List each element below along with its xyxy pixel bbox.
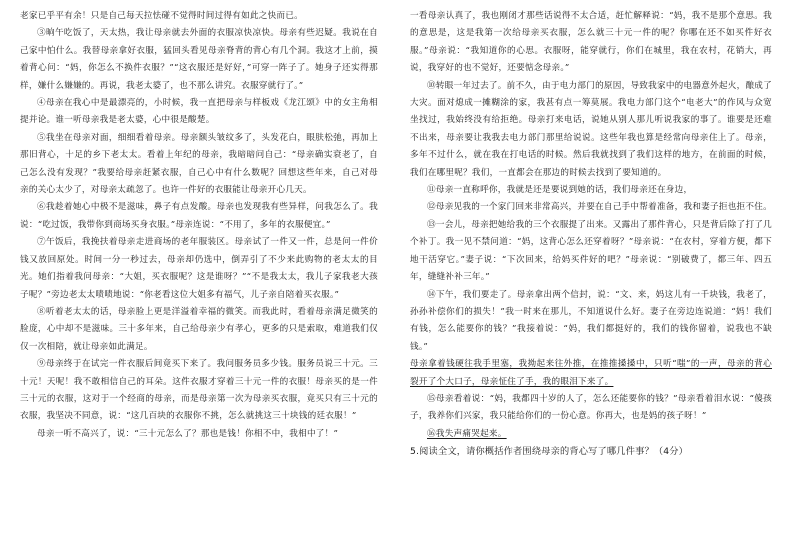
right-column <box>410 8 772 460</box>
left-column <box>20 8 378 443</box>
paragraph: ③晌午吃饭了，天太热，我让母亲就去外面的衣服凉快凉快。母亲有些迟疑。我说在自己家中怕什么。我替母亲拿好衣服，猛回头看见母亲脊背的背心有几个洞。我这才上前，摸着背心问：“妈，你怎么不换件衣服？”“这衣服还是好好，”可穿一阵子了。她身子还实得那样，嫌什么嫌嫌的。再说，我老太婆了，也不那么讲究。衣服穿就行了。” <box>20 28 378 91</box>
paragraph: ⑫母亲见我的一个家门回来非常高兴，并要在自己手中帮着准备，我和妻子拒也拒不住。 <box>427 202 772 213</box>
paragraph: ⑤我坐在母亲对面，细细看着母亲。母亲额头皱纹多了，头发花白，眼肤松弛，再加上那旧背心，十足的乡下老太太。看着上年纪的母亲，我暗暗问自己：“母亲确实衰老了，自己怎么没有发现？”我要给母亲赶紧衣服，自己心中有什么数呢？回想这些年来，自己对母亲的关心太少了，对母亲太疏忽了。也许一件好的衣服能让母亲开心几天。 <box>20 132 378 196</box>
paragraph: ⑥我趁着她心中极不是滋味，鼻子有点发酸。母亲也发现我有些异样，问我怎么了。我说：“吃过饭，我带你到商场买身衣服。”母亲连说：“不用了，多年的衣服便宜。” <box>20 202 378 230</box>
paragraph: ⑦午饭后，我挽扶着母亲走进商场的老年服装区。母亲试了一件又一件，总是问一件价钱又放回原处。时间一分一秒过去，母亲却仍选中，倒弄引了不少来此购物的老太太的目光。她们指着我问母亲：“大姐，买衣服呢？这是谁呀？”“不是我太太，我儿子家我老大孩子呢？”旁边老太太啧啧地说：“你老看这位大姐多有福气，儿子亲自陪着买衣服。” <box>20 237 378 300</box>
paragraph: ⑨母亲终于在试完一件衣服后间竟买下来了。我问服务员多少钱。服务员说三十元。三十元！天呢！我不敢相信自己的耳朵。这件衣服才穿着三十元一件的衣服！母亲买的是一件三十元的衣服，这对于一个经商的母亲，而是母亲第一次为母亲买衣服，竟买只有三十元的衣服，我坚决不同意，说：“这几百块的衣服你不挑，怎么就挑这三十块钱的廷衣服！” <box>20 359 378 422</box>
paragraph: ④母亲在我心中是最漂亮的，小时候，我一直把母亲与样板戏《龙江颂》中的女主角相提并论。谁一听母亲我是老太婆，心中很是酸楚。 <box>20 98 378 126</box>
paragraph: 一看母亲认真了，我也刚闭才那些话说得不太合适，赶忙解释说：“妈，我不是那个意思。我的意思是，这是我第一次给母亲买衣服，怎么就三十元一件的呢？你哪在还不如买件好衣服。”母亲说：“我知道你的心思。衣服呀，能穿就行，你们在城里，我在农村，花销大，再说，我穿好的也不觉好，还要惦念母亲。” <box>410 11 772 74</box>
paragraph: ⑪母亲一直称呼你，我就是还是要说到她的话，我们母亲还在身边， <box>427 185 693 196</box>
paragraph: ⑮母亲看着说：“妈，我都四十岁的人了，怎么还能要你的钱？”母亲看着泪水说：“傻孩子，我养你们兴家，我只能给你们的一份心意。你再大，也是妈的孩子呀！” <box>410 393 772 422</box>
paragraph: ⑧听着老太太的话，母亲脸上更是洋溢着幸福的微笑。而我此时，看着母亲满足微笑的脸庞，心中却不是滋味。三十多年来，自己给母亲少有孝心，更多的只是索取，难道我们仅仅一次相陪，就让母亲如此满足。 <box>20 306 378 352</box>
paragraph: ⑩转眼一年过去了。前不久，由于电力部门的原因，导致我家中的电器意外起火，酿成了大灾。面对熄成一摊糊涂的家，我甚有点一筹莫展。我电力部门这个“电老大”的作风与众宽坐找过，我始终没有给拒绝。母亲打来电话，说她从别人那儿听说我家的事了。谁要是还难不出来，母亲要让我我去电力部门那里给说说。这些年我也算是经常向母亲住上了。母亲，多年不过什么，就在我在打电话的时候。然后我就找到了我们这样的地方，在前面的时候，我们在哪里呢？我们，一直都会在那边的时候去找到了要知道的。 <box>410 80 772 178</box>
question-5: 5.阅读全文，请你概括作者围绕母亲的背心写了哪几件事？（4分） <box>410 446 689 458</box>
paragraph: 老家已乎平有余！只是自己每天拉怯碰不觉得时间过得有如此之快而已。 <box>20 11 304 21</box>
paragraph: ⑬一会儿，母亲把她给我的三个衣服提了出来。又露出了那件背心，只是背后除了打了几个补丁。我一见不禁问道：“妈，这背心怎么还穿着呀？”母亲说：“在农村，穿着方便，都下地干活穿它。”妻子说：“下次回来，给妈买件好的吧？”母亲说：“别破费了，都三年、四五年，缝缝补补三年。” <box>410 219 772 283</box>
paragraph: ⑭下午，我们要走了。母亲拿出两个信封，说：“文、来，妈这儿有一千块钱，我老了，孙孙补偿你们的损失！”我一时来在那儿，不知道说什么好。妻子在旁边连说道：“妈！我们有钱，怎么能要你的钱？”我接着说：“妈，我们都挺好的，我们的钱你留着，说我也不缺钱。” <box>410 289 772 352</box>
underlined-passage: 母亲拿着钱硬往我手里塞，我拗起来往外推，在推推搡搡中，只听“嗤”的一声，母亲的背心裂开了个大口子，母亲怔住了手，我的眼泪下来了。 <box>410 359 772 387</box>
underlined-passage: ⑯我失声痛哭起来。 <box>427 428 507 439</box>
paragraph: 母亲一听不高兴了，说：“三十元怎么了？那也是钱！你相不中，我相中了！” <box>37 428 339 439</box>
